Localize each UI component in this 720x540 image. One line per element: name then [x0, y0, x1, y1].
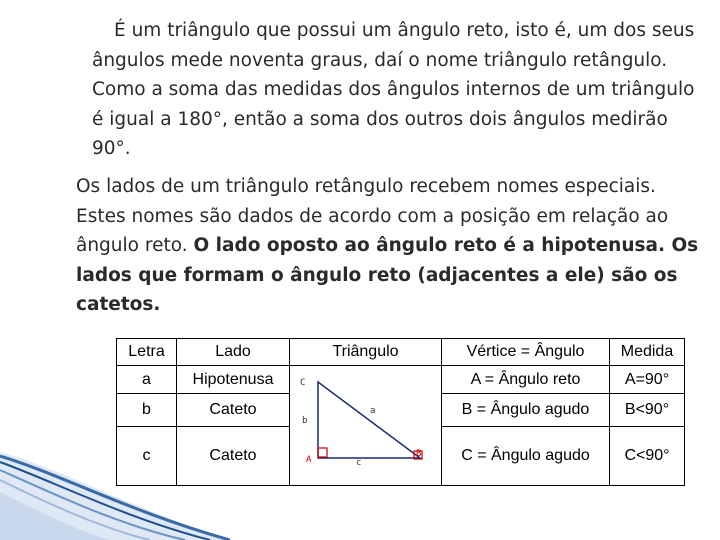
side-b-label: b	[302, 416, 308, 426]
row-c-letra: c	[116, 427, 176, 486]
sides-paragraph-normal: Os lados de um triângulo retângulo recebem nomes especiais. Estes nomes são dados de acordo com a posição em relação ao ângulo reto.	[76, 176, 669, 257]
row-b-letra: b	[116, 394, 176, 427]
row-a-vertice: A = Ângulo reto	[441, 366, 609, 394]
triangle-shape	[318, 382, 420, 458]
row-a-medida: A=90°	[609, 366, 685, 394]
header-triangulo: Triângulo	[289, 338, 441, 366]
right-angle-marker	[318, 448, 327, 457]
right-triangle-diagram	[296, 374, 432, 468]
sides-paragraph	[76, 172, 706, 320]
vertex-c-label: C	[300, 378, 306, 388]
row-a-lado: Hipotenusa	[176, 366, 289, 394]
intro-paragraph: É um triângulo que possui um ângulo reto, isto é, um dos seus ângulos mede noventa graus, daí o nome triângulo retângulo. Como a soma das medidas dos ângulos internos de um triângulo é igual a 180°, então a soma dos outros dois ângulos medirão 90°.	[92, 20, 695, 159]
row-b-vertice: B = Ângulo agudo	[441, 394, 609, 427]
row-b-lado: Cateto	[176, 394, 289, 427]
side-c-label: c	[356, 458, 362, 468]
row-a-letra: a	[116, 366, 176, 394]
header-lado: Lado	[176, 338, 289, 366]
header-medida: Medida	[609, 338, 685, 366]
triangle-svg	[296, 374, 432, 468]
side-a-label: a	[370, 406, 376, 416]
header-vertice: Vértice = Ângulo	[441, 338, 609, 366]
vertex-b-label: B	[416, 449, 422, 459]
row-c-vertice: C = Ângulo agudo	[441, 427, 609, 486]
header-letra: Letra	[116, 338, 176, 366]
vertex-a-label: A	[306, 455, 312, 465]
row-c-medida: C<90°	[609, 427, 685, 486]
row-b-medida: B<90°	[609, 394, 685, 427]
row-c-lado: Cateto	[176, 427, 289, 486]
decorative-wave	[0, 448, 230, 540]
sides-paragraph-bold: O lado oposto ao ângulo reto é a hipotenusa. Os lados que formam o ângulo reto (adjacentes a ele) são os catetos.	[76, 235, 699, 316]
